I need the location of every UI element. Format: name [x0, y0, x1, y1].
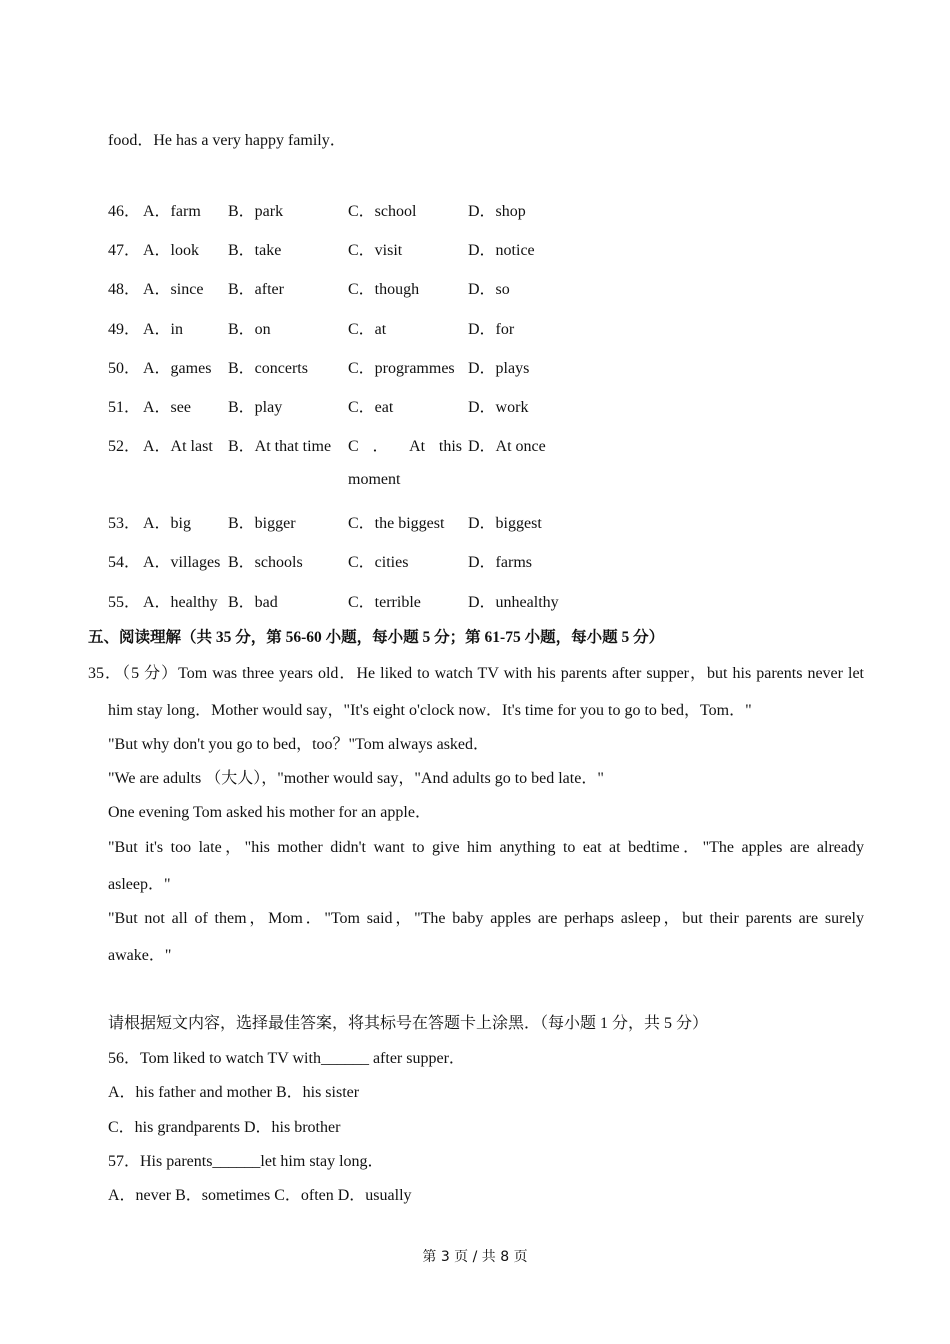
page-number: 第 3 页 / 共 8 页	[422, 1249, 528, 1265]
option-b: B．schools	[228, 554, 303, 571]
option-d: D．At once	[468, 438, 546, 455]
option-c: C．the biggest	[348, 515, 445, 532]
option-c: C．at	[348, 321, 387, 338]
cloze-row-54	[0, 549, 950, 573]
passage-line: him stay long．Mother would say，"It's eight o'clock now．It's time for you to go to bed，Tom．"	[108, 702, 752, 719]
option-d: D．so	[468, 281, 510, 298]
option-d: D．shop	[468, 203, 526, 220]
question-options: A．his father and mother B．his sister	[108, 1084, 360, 1101]
question-stem: 56．Tom liked to watch TV with______ after supper．	[108, 1050, 465, 1067]
cloze-row-46	[0, 198, 950, 222]
option-c: C．eat	[348, 399, 394, 416]
option-b: B．bad	[228, 594, 278, 611]
question-number: 49．	[108, 321, 141, 338]
option-c: C．though	[348, 281, 420, 298]
question-number: 51．	[108, 399, 141, 416]
cloze-row-50	[0, 355, 950, 379]
option-d: D．for	[468, 321, 515, 338]
option-a: A．since	[143, 281, 204, 298]
option-b: B．park	[228, 203, 284, 220]
option-d: D．work	[468, 399, 529, 416]
option-b: B．bigger	[228, 515, 296, 532]
option-b: B．on	[228, 321, 271, 338]
cloze-row-47	[0, 237, 950, 261]
option-a: A．look	[143, 242, 200, 259]
passage-line: "We are adults （大人），"mother would say，"And adults go to bed late．"	[108, 770, 604, 787]
cloze-row-49	[0, 316, 950, 340]
section-heading: 五、阅读理解（共 35 分，第 56-60 小题，每小题 5 分；第 61-75 小题，每小题 5 分）	[88, 629, 665, 646]
option-c: C．terrible	[348, 594, 421, 611]
passage-line: "But why don't you go to bed，too？"Tom always asked．	[108, 736, 490, 753]
option-c: C．visit	[348, 242, 403, 259]
option-a: A．in	[143, 321, 184, 338]
option-d: D．unhealthy	[468, 594, 559, 611]
question-number: 47．	[108, 242, 141, 259]
option-b: B．take	[228, 242, 282, 259]
option-a: A．At last	[143, 438, 213, 455]
cloze-row-51	[0, 394, 950, 418]
passage-tail-line: food．He has a very happy family．	[108, 132, 346, 149]
option-b: B．play	[228, 399, 283, 416]
passage-line: "But it's too late，"his mother didn't want to give him anything to eat at bedtime．"The apples are already	[108, 839, 865, 856]
option-a: A．farm	[143, 203, 201, 220]
option-d: D．farms	[468, 554, 532, 571]
question-stem: 57．His parents______let him stay long．	[108, 1153, 384, 1170]
option-a: A．villages	[143, 554, 221, 571]
question-number: 54．	[108, 554, 141, 571]
question-number: 46．	[108, 203, 141, 220]
question-number: 52．	[108, 438, 141, 455]
passage-line: One evening Tom asked his mother for an apple．	[108, 804, 431, 821]
option-c: C．school	[348, 203, 417, 220]
passage-line: asleep．"	[108, 876, 171, 893]
option-b: B．after	[228, 281, 284, 298]
option-b: B．concerts	[228, 360, 308, 377]
question-number: 50．	[108, 360, 141, 377]
question-options: A．never B．sometimes C．often D．usually	[108, 1187, 412, 1204]
question-number: 53．	[108, 515, 141, 532]
option-a: A．see	[143, 399, 191, 416]
option-a: A．big	[143, 515, 192, 532]
passage-line: "But not all of them，Mom．"Tom said，"The baby apples are perhaps asleep，but their parents are surely	[108, 910, 865, 927]
option-c: C ． At this	[348, 438, 462, 455]
option-c: C．cities	[348, 554, 409, 571]
instruction: 请根据短文内容，选择最佳答案，将其标号在答题卡上涂黑．（每小题 1 分，共 5 分）	[108, 1015, 709, 1032]
option-d: D．notice	[468, 242, 535, 259]
cloze-row-48	[0, 276, 950, 300]
question-number: 55．	[108, 594, 141, 611]
option-d: D．plays	[468, 360, 530, 377]
option-a: A．games	[143, 360, 212, 377]
passage-line: 35．（5 分）Tom was three years old．He liked to watch TV with his parents after supper，but his parents never let	[88, 665, 864, 682]
option-d: D．biggest	[468, 515, 542, 532]
option-b: B．At that time	[228, 438, 332, 455]
option-c: C．programmes	[348, 360, 455, 377]
cloze-row-52	[0, 433, 950, 457]
cloze-row-55	[0, 589, 950, 613]
option-a: A．healthy	[143, 594, 218, 611]
passage-line: awake．"	[108, 947, 172, 964]
question-number: 48．	[108, 281, 141, 298]
question-options: C．his grandparents D．his brother	[108, 1119, 341, 1136]
cloze-row-52-wrap	[0, 471, 950, 495]
cloze-row-53	[0, 510, 950, 534]
option-c-continued: moment	[348, 471, 401, 488]
